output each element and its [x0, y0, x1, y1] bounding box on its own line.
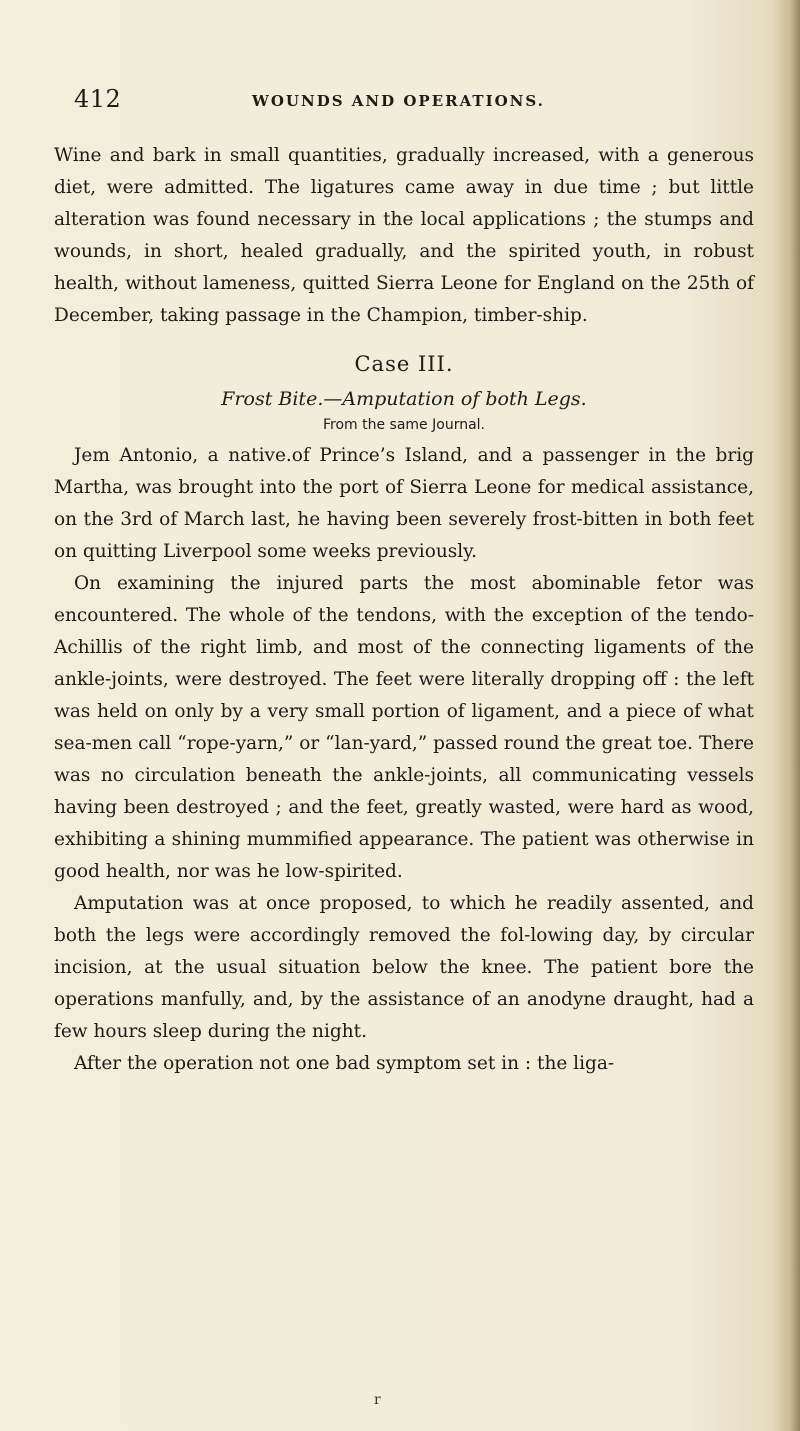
page-edge	[774, 0, 800, 1431]
signature-mark: r	[374, 1392, 381, 1408]
body-text	[54, 140, 754, 1080]
case-subtitle: Frost Bite.—Amputation of both Legs.	[221, 388, 587, 410]
page-header	[74, 85, 754, 115]
case-source: From the same Journal.	[322, 417, 485, 433]
paragraph-4: Amputation was at once proposed, to which he readily assented, and both the legs were accordingly removed the fol-lowing day, by circular incision, at the usual situation below the knee. The patient bore the operations manfully, and, by the assistance of an anodyne draught, had a few hours sleep during the night.	[54, 893, 754, 1042]
paragraph-5: After the operation not one bad symptom set in : the liga-	[74, 1053, 615, 1074]
paragraph-3: On examining the injured parts the most abominable fetor was encountered. The whole of the tendons, with the exception of the tendo-Achillis of the right limb, and most of the connecting ligaments of the ankle-joints, were destroyed. The feet were literally dropping off : the left was held on only by a very small portion of ligament, and a piece of what sea-men call “rope-yarn,” or “lan-yard,” passed round the great toe. There was no circulation beneath the ankle-joints, all communicating vessels having been destroyed ; and the feet, greatly wasted, were hard as wood, exhibiting a shining mummified appearance. The patient was otherwise in good health, nor was he low-spirited.	[54, 573, 754, 882]
paragraph-1: Wine and bark in small quantities, gradually increased, with a generous diet, were admitted. The ligatures came away in due time ; but little alteration was found necessary in the local applications ; the stumps and wounds, in short, healed gradually, and the spirited youth, in robust health, without lameness, quitted Sierra Leone for England on the 25th of December, taking passage in the Champion, timber-ship.	[54, 145, 754, 326]
page-number: 412	[74, 85, 122, 113]
case-title: Case III.	[354, 352, 454, 376]
running-head: WOUNDS AND OPERATIONS.	[252, 92, 545, 110]
paragraph-2: Jem Antonio, a native.of Prince’s Island, and a passenger in the brig Martha, was brought into the port of Sierra Leone for medical assistance, on the 3rd of March last, he having been severely frost-bitten in both feet on quitting Liverpool some weeks previously.	[54, 445, 754, 562]
